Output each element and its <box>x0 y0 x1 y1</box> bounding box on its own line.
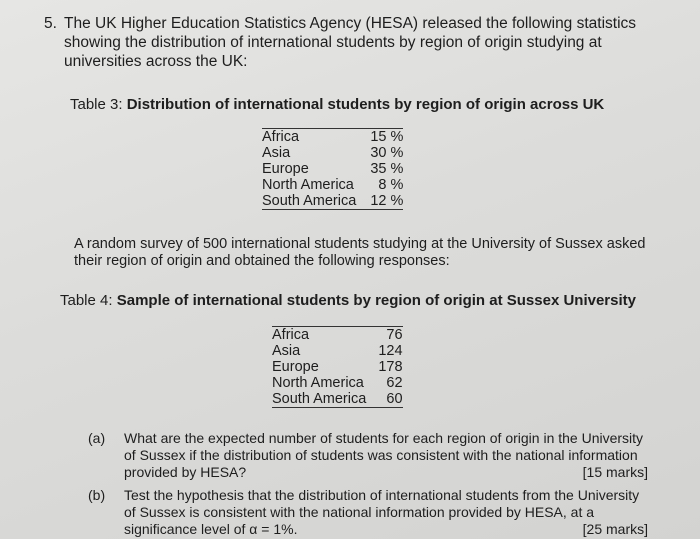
table4-label: Table 4: <box>60 292 113 309</box>
value-cell: 30 % <box>370 145 404 161</box>
table-row <box>262 193 403 210</box>
part-a-label: (a) <box>88 430 106 446</box>
table-row <box>272 391 403 408</box>
region-cell: Asia <box>272 343 301 359</box>
region-cell: Europe <box>262 161 309 177</box>
part-b-label: (b) <box>88 487 106 503</box>
part-a-marks: [15 marks] <box>582 464 648 480</box>
region-cell: South America <box>272 391 367 407</box>
part-a <box>88 430 648 481</box>
table3-distribution <box>262 128 403 210</box>
table3-label: Table 3: <box>70 96 123 113</box>
part-b-body <box>124 487 648 538</box>
value-cell: 60 <box>386 391 403 407</box>
part-a-body <box>124 430 648 481</box>
table4-title: Sample of international students by region of origin at Sussex University <box>116 292 636 309</box>
table-row <box>262 161 403 177</box>
region-cell: Asia <box>262 145 291 161</box>
region-cell: North America <box>272 375 364 391</box>
value-cell: 15 % <box>370 129 404 145</box>
region-cell: Europe <box>272 359 319 375</box>
table-row <box>262 129 403 146</box>
table-row <box>262 145 403 161</box>
table-row <box>272 375 403 391</box>
region-cell: North America <box>262 177 354 193</box>
region-cell: Africa <box>262 129 300 145</box>
table4-caption <box>60 292 636 309</box>
table-row <box>272 327 403 344</box>
part-b-marks: [25 marks] <box>582 521 648 537</box>
value-cell: 76 <box>386 327 403 343</box>
question-text: The UK Higher Education Statistics Agency (HESA) released the following statistics showing the distribution of international students by region of origin studying at universities across the UK: <box>64 15 637 70</box>
value-cell: 8 % <box>378 177 404 193</box>
part-a-text: What are the expected number of students for each region of origin in the University of Sussex if the distribution of students was consistent with the national information provided by HESA? <box>124 430 644 480</box>
value-cell: 12 % <box>370 193 404 209</box>
region-cell: South America <box>262 193 357 209</box>
table3-caption <box>70 96 604 113</box>
value-cell: 62 <box>386 375 403 391</box>
region-cell: Africa <box>272 327 310 343</box>
table-row <box>272 343 403 359</box>
table4-sample <box>272 326 403 408</box>
value-cell: 124 <box>378 343 403 359</box>
part-b-text: Test the hypothesis that the distribution of international students from the University of Sussex is consistent with the national information provided by HESA, at a significance level of α = 1%. <box>124 487 640 537</box>
part-b <box>88 487 648 538</box>
value-cell: 35 % <box>370 161 404 177</box>
survey-paragraph: A random survey of 500 international students studying at the University of Sussex asked their region of origin and obtained the following responses: <box>74 236 646 269</box>
table-row <box>262 177 403 193</box>
question-number: 5. <box>44 15 57 32</box>
table3-title: Distribution of international students by region of origin across UK <box>126 96 605 113</box>
question-intro <box>44 14 644 71</box>
value-cell: 178 <box>378 359 403 375</box>
table-row <box>272 359 403 375</box>
